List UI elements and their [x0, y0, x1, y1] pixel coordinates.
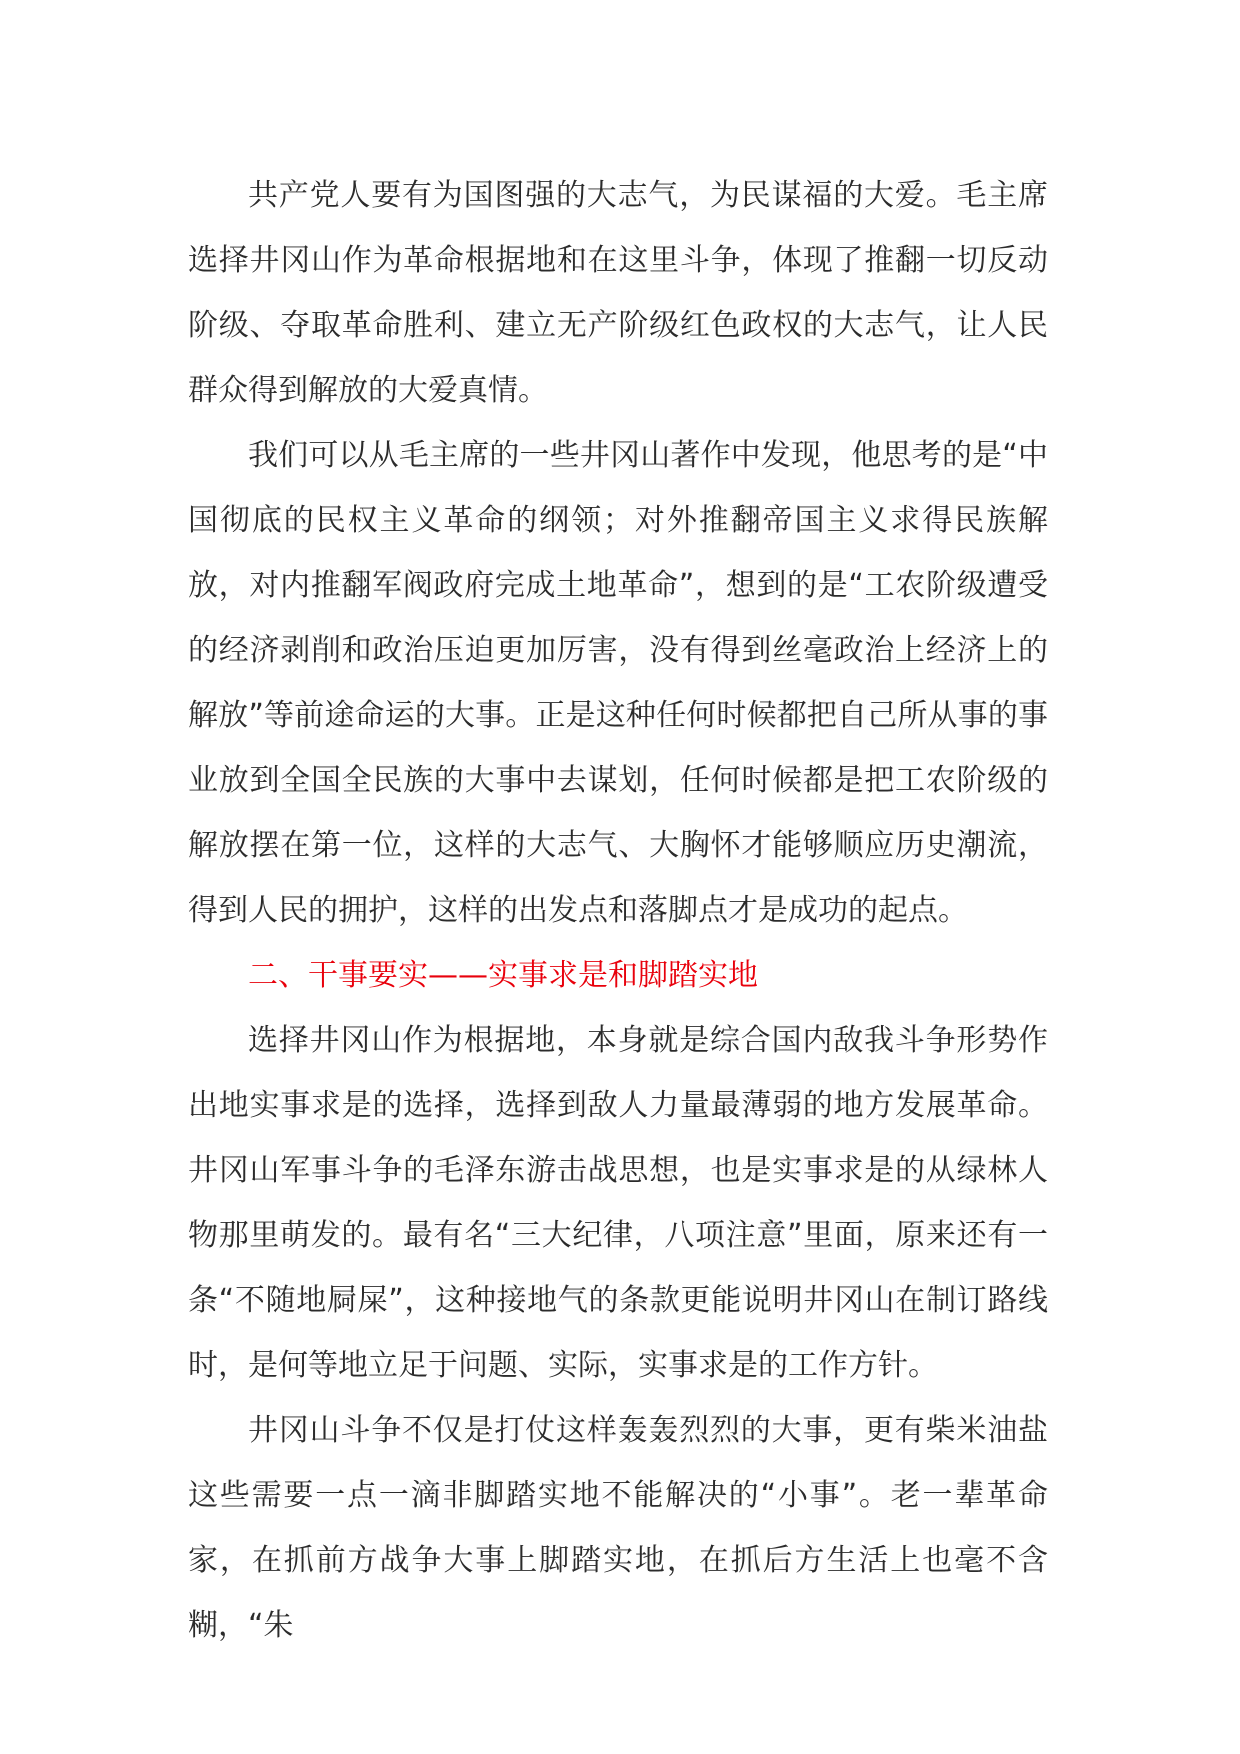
section-heading: 二、干事要实——实事求是和脚踏实地: [248, 958, 758, 993]
paragraph-daily-matters: 井冈山斗争不仅是打仗这样轰轰烈烈的大事，更有柴米油盐这些需要一点一滴非脚踏实地不能解决的“小事”。老一辈革命家，在抓前方战争大事上脚踏实地，在抓后方生活上也毫不含糊，“朱: [188, 1413, 1048, 1643]
document-body: [188, 163, 1048, 1658]
paragraph-mao-writings: 我们可以从毛主席的一些井冈山著作中发现，他思考的是“中国彻底的民权主义革命的纲领；对外推翻帝国主义求得民族解放，对内推翻军阀政府完成土地革命”，想到的是“工农阶级遭受的经济剥削和政治压迫更加厉害，没有得到丝毫政治上经济上的解放”等前途命运的大事。正是这种任何时候都把自己所从事的事业放到全国全民族的大事中去谋划，任何时候都是把工农阶级的解放摆在第一位，这样的大志气、大胸怀才能够顺应历史潮流，得到人民的拥护，这样的出发点和落脚点才是成功的起点。: [188, 438, 1048, 928]
paragraph-base-choice: 选择井冈山作为根据地，本身就是综合国内敌我斗争形势作出地实事求是的选择，选择到敌人力量最薄弱的地方发展革命。井冈山军事斗争的毛泽东游击战思想，也是实事求是的从绿林人物那里萌发的。最有名“三大纪律，八项注意”里面，原来还有一条“不随地屙屎”，这种接地气的条款更能说明井冈山在制订路线时，是何等地立足于问题、实际，实事求是的工作方针。: [188, 1023, 1048, 1383]
paragraph-ambition: 共产党人要有为国图强的大志气，为民谋福的大爱。毛主席选择井冈山作为革命根据地和在这里斗争，体现了推翻一切反动阶级、夺取革命胜利、建立无产阶级红色政权的大志气，让人民群众得到解放的大爱真情。: [188, 178, 1048, 408]
